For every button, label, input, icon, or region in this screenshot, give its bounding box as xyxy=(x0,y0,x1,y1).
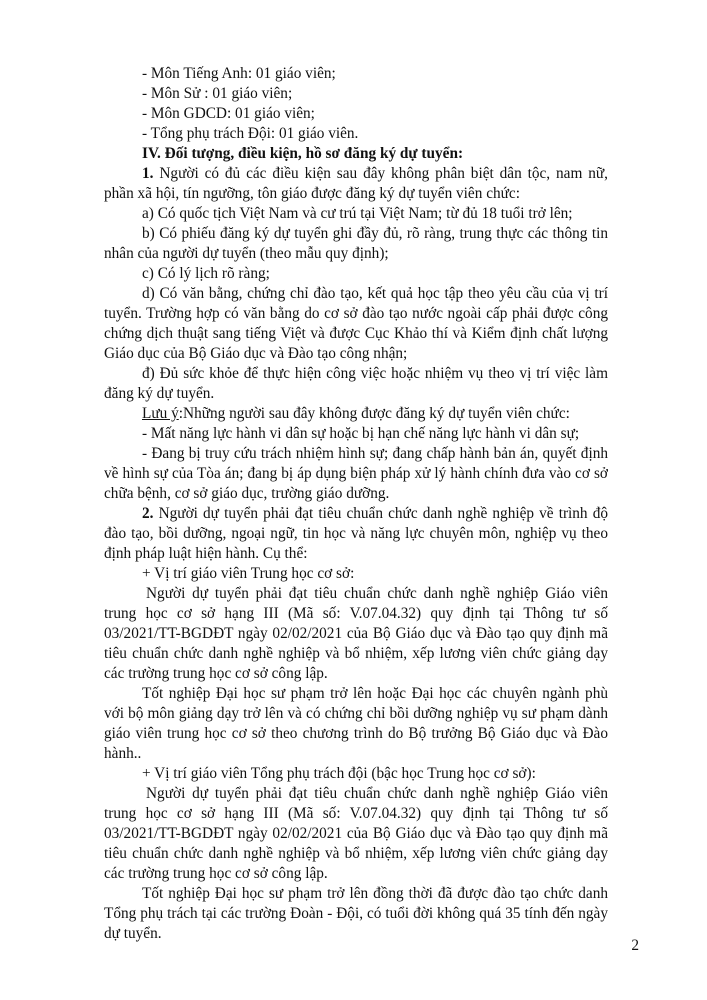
line-text: - Tổng phụ trách Đội: 01 giáo viên. xyxy=(142,125,359,142)
text-line xyxy=(104,664,608,684)
line-text: Người dự tuyển phải đạt tiêu chuẩn chức danh nghề nghiệp Giáo viên xyxy=(146,785,608,802)
line-text: Tổng phụ trách tại các trường Đoàn - Đội, có tuổi đời không quá 35 tính đến ngày xyxy=(104,905,608,922)
line-text: b) Có phiếu đăng ký dự tuyển ghi đầy đủ, rõ ràng, trung thực các thông tin xyxy=(142,225,608,242)
text-line xyxy=(104,224,608,244)
line-text: phần xã hội, tín ngưỡng, tôn giáo được đăng ký dự tuyển viên chức: xyxy=(104,185,520,202)
line-text: các trường trung học cơ sở công lập. xyxy=(104,865,328,882)
text-line xyxy=(104,84,608,104)
line-text: chữa bệnh, cơ sở giáo dục, trường giáo dưỡng. xyxy=(104,485,390,502)
text-line xyxy=(104,884,608,904)
text-line xyxy=(104,744,608,764)
text-line xyxy=(104,404,608,424)
line-text: :Những người sau đây không được đăng ký dự tuyển viên chức: xyxy=(178,405,570,422)
text-line xyxy=(104,144,608,164)
text-line xyxy=(104,64,608,84)
text-line xyxy=(104,764,608,784)
line-text: đ) Đủ sức khỏe để thực hiện công việc hoặc nhiệm vụ theo vị trí việc làm xyxy=(142,365,608,382)
line-text: - Môn Tiếng Anh: 01 giáo viên; xyxy=(142,65,336,82)
section-number: 1. xyxy=(142,165,154,182)
line-text: + Vị trí giáo viên Tổng phụ trách đội (bậc học Trung học cơ sở): xyxy=(142,765,536,782)
line-text: định pháp luật hiện hành. Cụ thể: xyxy=(104,545,308,562)
text-line xyxy=(104,164,608,184)
text-line xyxy=(104,384,608,404)
text-line xyxy=(104,424,608,444)
line-text: tiêu chuẩn chức danh nghề nghiệp và bổ nhiệm, xếp lương viên chức giảng dạy xyxy=(104,845,608,862)
text-line xyxy=(104,704,608,724)
text-line xyxy=(104,244,608,264)
note-label: Lưu ý xyxy=(142,405,179,422)
text-line xyxy=(104,544,608,564)
line-text: với bộ môn giảng dạy trở lên và có chứng chỉ bồi dưỡng nghiệp vụ sư phạm dành xyxy=(104,705,608,722)
text-line xyxy=(104,104,608,124)
line-text: c) Có lý lịch rõ ràng; xyxy=(142,265,270,282)
text-line xyxy=(104,644,608,664)
line-text: d) Có văn bằng, chứng chỉ đào tạo, kết quả học tập theo yêu cầu của vị trí xyxy=(142,285,608,302)
line-text: Tốt nghiệp Đại học sư phạm trở lên đồng thời đã được đào tạo chức danh xyxy=(142,885,608,902)
text-line xyxy=(104,524,608,544)
text-line xyxy=(104,724,608,744)
text-line xyxy=(104,604,608,624)
line-text: các trường trung học cơ sở công lập. xyxy=(104,665,328,682)
text-line xyxy=(104,624,608,644)
text-line xyxy=(104,864,608,884)
text-line xyxy=(104,504,608,524)
line-text: chứng dịch thuật sang tiếng Việt và được Cục Khảo thí và Kiểm định chất lượng xyxy=(104,325,608,342)
line-text: Người có đủ các điều kiện sau đây không phân biệt dân tộc, nam nữ, xyxy=(159,165,608,182)
line-text: 03/2021/TT-BGDĐT ngày 02/02/2021 của Bộ Giáo dục và Đào tạo quy định mã xyxy=(104,825,608,842)
text-line xyxy=(104,324,608,344)
line-text: - Môn Sử : 01 giáo viên; xyxy=(142,85,293,102)
line-text: 03/2021/TT-BGDĐT ngày 02/02/2021 của Bộ Giáo dục và Đào tạo quy định mã xyxy=(104,625,608,642)
line-text: IV. Đối tượng, điều kiện, hồ sơ đăng ký dự tuyển: xyxy=(142,145,464,162)
text-line xyxy=(104,484,608,504)
text-line xyxy=(104,684,608,704)
text-line xyxy=(104,444,608,464)
text-line xyxy=(104,584,608,604)
line-text: giáo viên trung học cơ sở theo chương trình do Bộ trưởng Bộ Giáo dục và Đào xyxy=(104,725,608,742)
line-text: tiêu chuẩn chức danh nghề nghiệp và bổ nhiệm, xếp lương viên chức giảng dạy xyxy=(104,645,608,662)
line-text: đào tạo, bồi dưỡng, ngoại ngữ, tin học và năng lực chuyên môn, nghiệp vụ theo xyxy=(104,525,608,542)
text-line xyxy=(104,824,608,844)
page-number: 2 xyxy=(631,937,639,954)
line-text: - Mất năng lực hành vi dân sự hoặc bị hạn chế năng lực hành vi dân sự; xyxy=(142,425,580,442)
line-text: Người dự tuyển phải đạt tiêu chuẩn chức danh nghề nghiệp về trình độ xyxy=(153,505,608,522)
text-line xyxy=(104,844,608,864)
text-line xyxy=(104,284,608,304)
line-text: Giáo dục của Bộ Giáo dục và Đào tạo công nhận; xyxy=(104,345,408,362)
text-line xyxy=(104,124,608,144)
line-text: dự tuyển. xyxy=(104,925,162,942)
line-text: a) Có quốc tịch Việt Nam và cư trú tại Việt Nam; từ đủ 18 tuổi trở lên; xyxy=(142,205,573,222)
line-text: - Đang bị truy cứu trách nhiệm hình sự; đang chấp hành bản án, quyết định xyxy=(142,445,608,462)
text-line xyxy=(104,304,608,324)
line-text: trung học cơ sở hạng III (Mã số: V.07.04.32) quy định tại Thông tư số xyxy=(104,805,608,822)
text-line xyxy=(104,204,608,224)
line-text: nhân của người dự tuyển (theo mẫu quy định); xyxy=(104,245,389,262)
line-text: Người dự tuyển phải đạt tiêu chuẩn chức danh nghề nghiệp Giáo viên xyxy=(146,585,608,602)
line-text: tuyển. Trường hợp có văn bằng do cơ sở đào tạo nước ngoài cấp phải được công xyxy=(104,305,608,322)
text-line xyxy=(104,264,608,284)
text-line xyxy=(104,804,608,824)
text-line xyxy=(104,924,608,944)
line-text: đăng ký dự tuyển. xyxy=(104,385,215,402)
text-line xyxy=(104,784,608,804)
document-body xyxy=(104,64,608,944)
text-line xyxy=(104,464,608,484)
section-number: 2. xyxy=(142,505,154,522)
text-line xyxy=(104,364,608,384)
text-line xyxy=(104,344,608,364)
text-line xyxy=(104,184,608,204)
line-text: về hình sự của Tòa án; đang bị áp dụng biện pháp xử lý hành chính đưa vào cơ sở xyxy=(104,465,608,482)
line-text: - Môn GDCD: 01 giáo viên; xyxy=(142,105,315,122)
line-text: Tốt nghiệp Đại học sư phạm trở lên hoặc Đại học các chuyên ngành phù xyxy=(142,685,608,702)
line-text: trung học cơ sở hạng III (Mã số: V.07.04.32) quy định tại Thông tư số xyxy=(104,605,608,622)
line-text: hành.. xyxy=(104,745,142,762)
line-text: + Vị trí giáo viên Trung học cơ sở: xyxy=(142,565,355,582)
text-line xyxy=(104,564,608,584)
text-line xyxy=(104,904,608,924)
